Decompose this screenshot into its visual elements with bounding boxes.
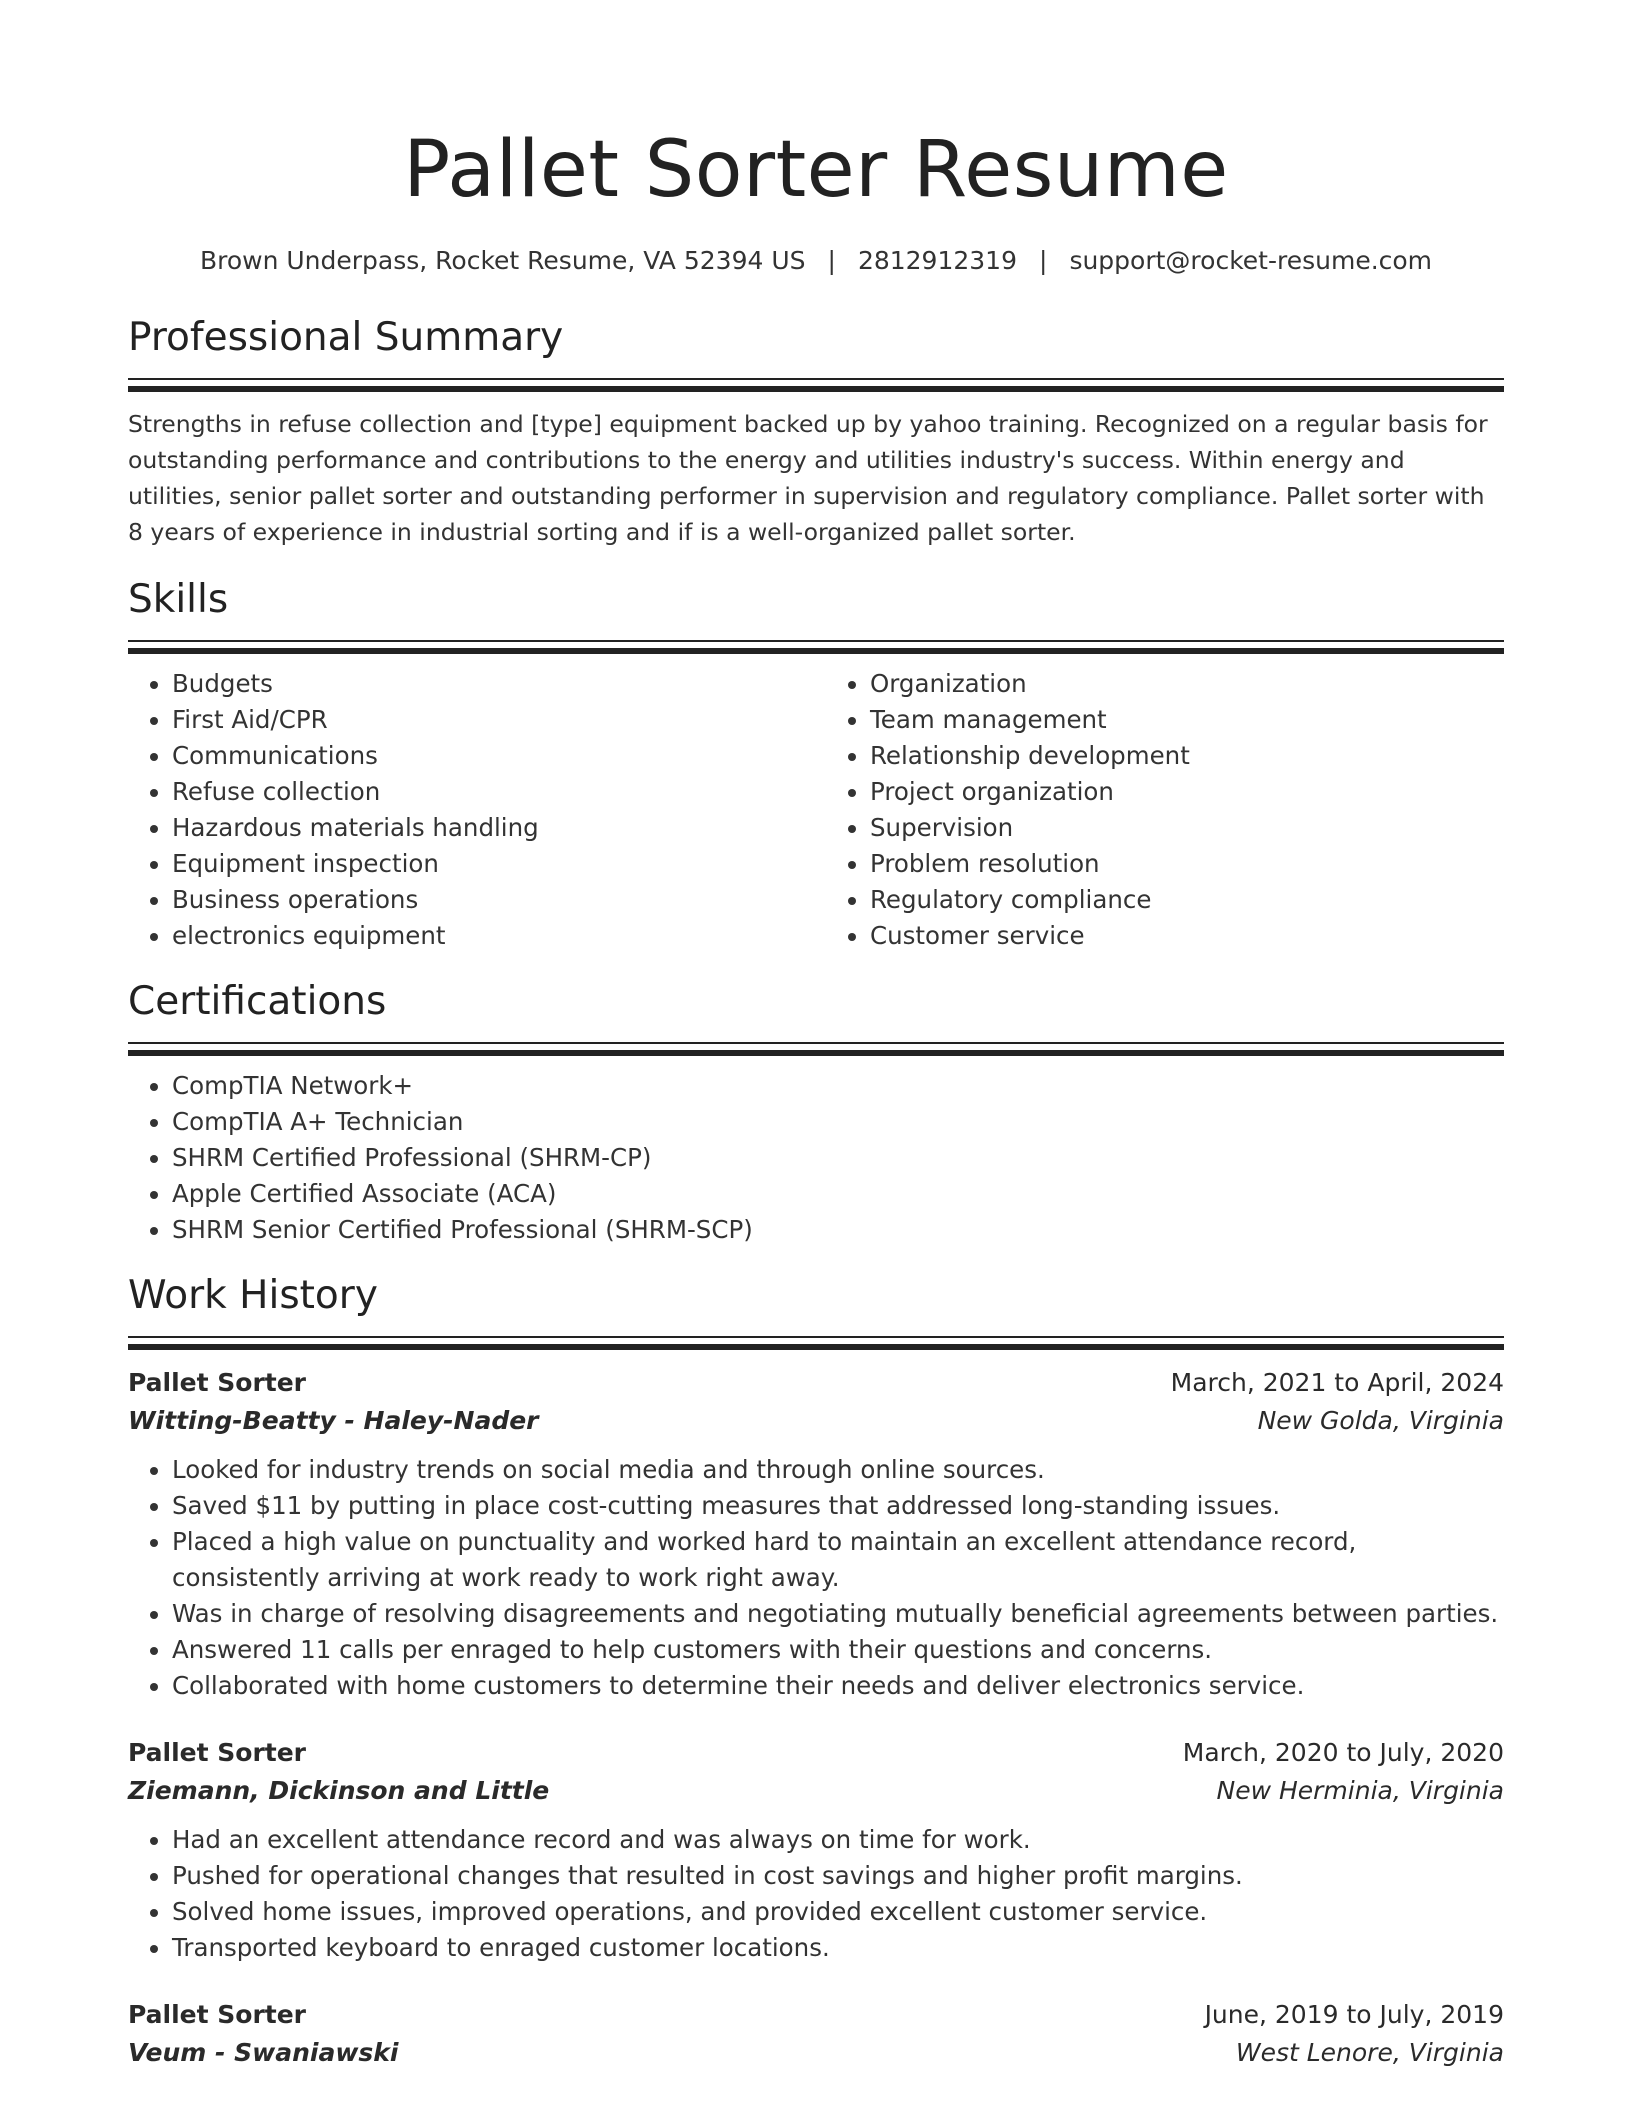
contact-phone: 2812912319 (857, 246, 1017, 275)
contact-line (128, 244, 1504, 278)
skill-item: • Hazardous materials handling (172, 810, 806, 846)
job-bullet: • Pushed for operational changes that resulted in cost savings and higher profit margins. (172, 1858, 1504, 1894)
job-bullet: • Answered 11 calls per enraged to help customers with their questions and concerns. (172, 1632, 1504, 1668)
contact-separator: | (827, 246, 836, 275)
contact-separator: | (1039, 246, 1048, 275)
skill-item: • Business operations (172, 882, 806, 918)
section-heading-certifications: Certifications (128, 978, 387, 1024)
job-dates: March, 2020 to July, 2020 (1182, 1737, 1504, 1767)
job-header-row (128, 1364, 1504, 1402)
job-company-row (128, 1772, 1504, 1810)
skill-item: • Team management (870, 702, 1504, 738)
job-entry (128, 1364, 1504, 1704)
job-bullet: • Had an excellent attendance record and was always on time for work. (172, 1822, 1504, 1858)
page-title: Pallet Sorter Resume (403, 125, 1229, 215)
job-company-row (128, 2034, 1504, 2072)
job-header-row (128, 1734, 1504, 1772)
summary-text: Strengths in refuse collection and [type] equipment backed up by yahoo training. Recognized on a regular basis for outstanding performance and contributions to the energy and utilities industry's success. Within energy and utilities, senior pallet sorter and outstanding performer in supervision and regulatory compliance. Pallet sorter with 8 years of experience in industrial sorting and if is a well-organized pallet sorter. (128, 410, 1488, 546)
job-dates: June, 2019 to July, 2019 (1204, 1999, 1504, 2029)
job-title: Pallet Sorter (128, 1737, 307, 1767)
section-heading-work-history: Work History (128, 1272, 378, 1318)
job-company-row (128, 1402, 1504, 1440)
job-entry (128, 1996, 1504, 2072)
job-location: New Herminia, Virginia (1216, 1775, 1504, 1805)
job-header-row (128, 1996, 1504, 2034)
job-bullet: • Placed a high value on punctuality and worked hard to maintain an excellent attendance record, consistently arriving at work ready to work right away. (172, 1524, 1504, 1596)
skill-item: • Supervision (870, 810, 1504, 846)
job-title: Pallet Sorter (128, 1999, 307, 2029)
contact-email: support@rocket-resume.com (1069, 246, 1433, 275)
job-bullet: • Looked for industry trends on social media and through online sources. (172, 1452, 1504, 1488)
skills-grid (128, 654, 1504, 954)
job-bullet: • Saved $11 by putting in place cost-cutting measures that addressed long-standing issues. (172, 1488, 1504, 1524)
skills-list-left (128, 666, 806, 954)
job-title: Pallet Sorter (128, 1367, 307, 1397)
skill-item: • Communications (172, 738, 806, 774)
job-bullets (128, 1822, 1504, 1966)
certification-item: • CompTIA Network+ (172, 1068, 1504, 1104)
section-heading-skills: Skills (128, 576, 229, 622)
contact-address: Brown Underpass, Rocket Resume, VA 52394 US (199, 246, 806, 275)
skill-item: • Problem resolution (870, 846, 1504, 882)
section-heading-summary: Professional Summary (128, 315, 564, 360)
skill-item: • electronics equipment (172, 918, 806, 954)
section-divider (128, 378, 1504, 392)
job-bullet: • Was in charge of resolving disagreements and negotiating mutually beneficial agreements between parties. (172, 1596, 1504, 1632)
skill-item: • First Aid/CPR (172, 702, 806, 738)
job-location: West Lenore, Virginia (1235, 2037, 1504, 2067)
certification-item: • SHRM Senior Certified Professional (SHRM-SCP) (172, 1212, 1504, 1248)
skills-list-right (826, 666, 1504, 954)
skill-item: • Relationship development (870, 738, 1504, 774)
skill-item: • Equipment inspection (172, 846, 806, 882)
skill-item: • Project organization (870, 774, 1504, 810)
skill-item: • Regulatory compliance (870, 882, 1504, 918)
job-bullets (128, 1452, 1504, 1704)
job-bullet: • Solved home issues, improved operations, and provided excellent customer service. (172, 1894, 1504, 1930)
job-company: Ziemann, Dickinson and Little (128, 1775, 550, 1805)
job-company: Witting-Beatty - Haley-Nader (128, 1405, 539, 1435)
section-divider (128, 1042, 1504, 1056)
section-divider (128, 1336, 1504, 1350)
skill-item: • Budgets (172, 666, 806, 702)
job-location: New Golda, Virginia (1257, 1405, 1504, 1435)
certifications-section (128, 976, 1504, 1248)
certification-item: • SHRM Certified Professional (SHRM-CP) (172, 1140, 1504, 1176)
certification-item: • CompTIA A+ Technician (172, 1104, 1504, 1140)
skill-item: • Refuse collection (172, 774, 806, 810)
job-bullet: • Transported keyboard to enraged customer locations. (172, 1930, 1504, 1966)
skills-section (128, 574, 1504, 954)
job-dates: March, 2021 to April, 2024 (1170, 1367, 1504, 1397)
work-history-section (128, 1270, 1504, 2072)
job-bullet: • Collaborated with home customers to determine their needs and deliver electronics service. (172, 1668, 1504, 1704)
job-entry (128, 1734, 1504, 1966)
certification-item: • Apple Certified Associate (ACA) (172, 1176, 1504, 1212)
section-divider (128, 640, 1504, 654)
summary-section (128, 312, 1504, 550)
job-company: Veum - Swaniawski (128, 2037, 399, 2067)
certifications-list (128, 1068, 1504, 1248)
skill-item: • Customer service (870, 918, 1504, 954)
skill-item: • Organization (870, 666, 1504, 702)
